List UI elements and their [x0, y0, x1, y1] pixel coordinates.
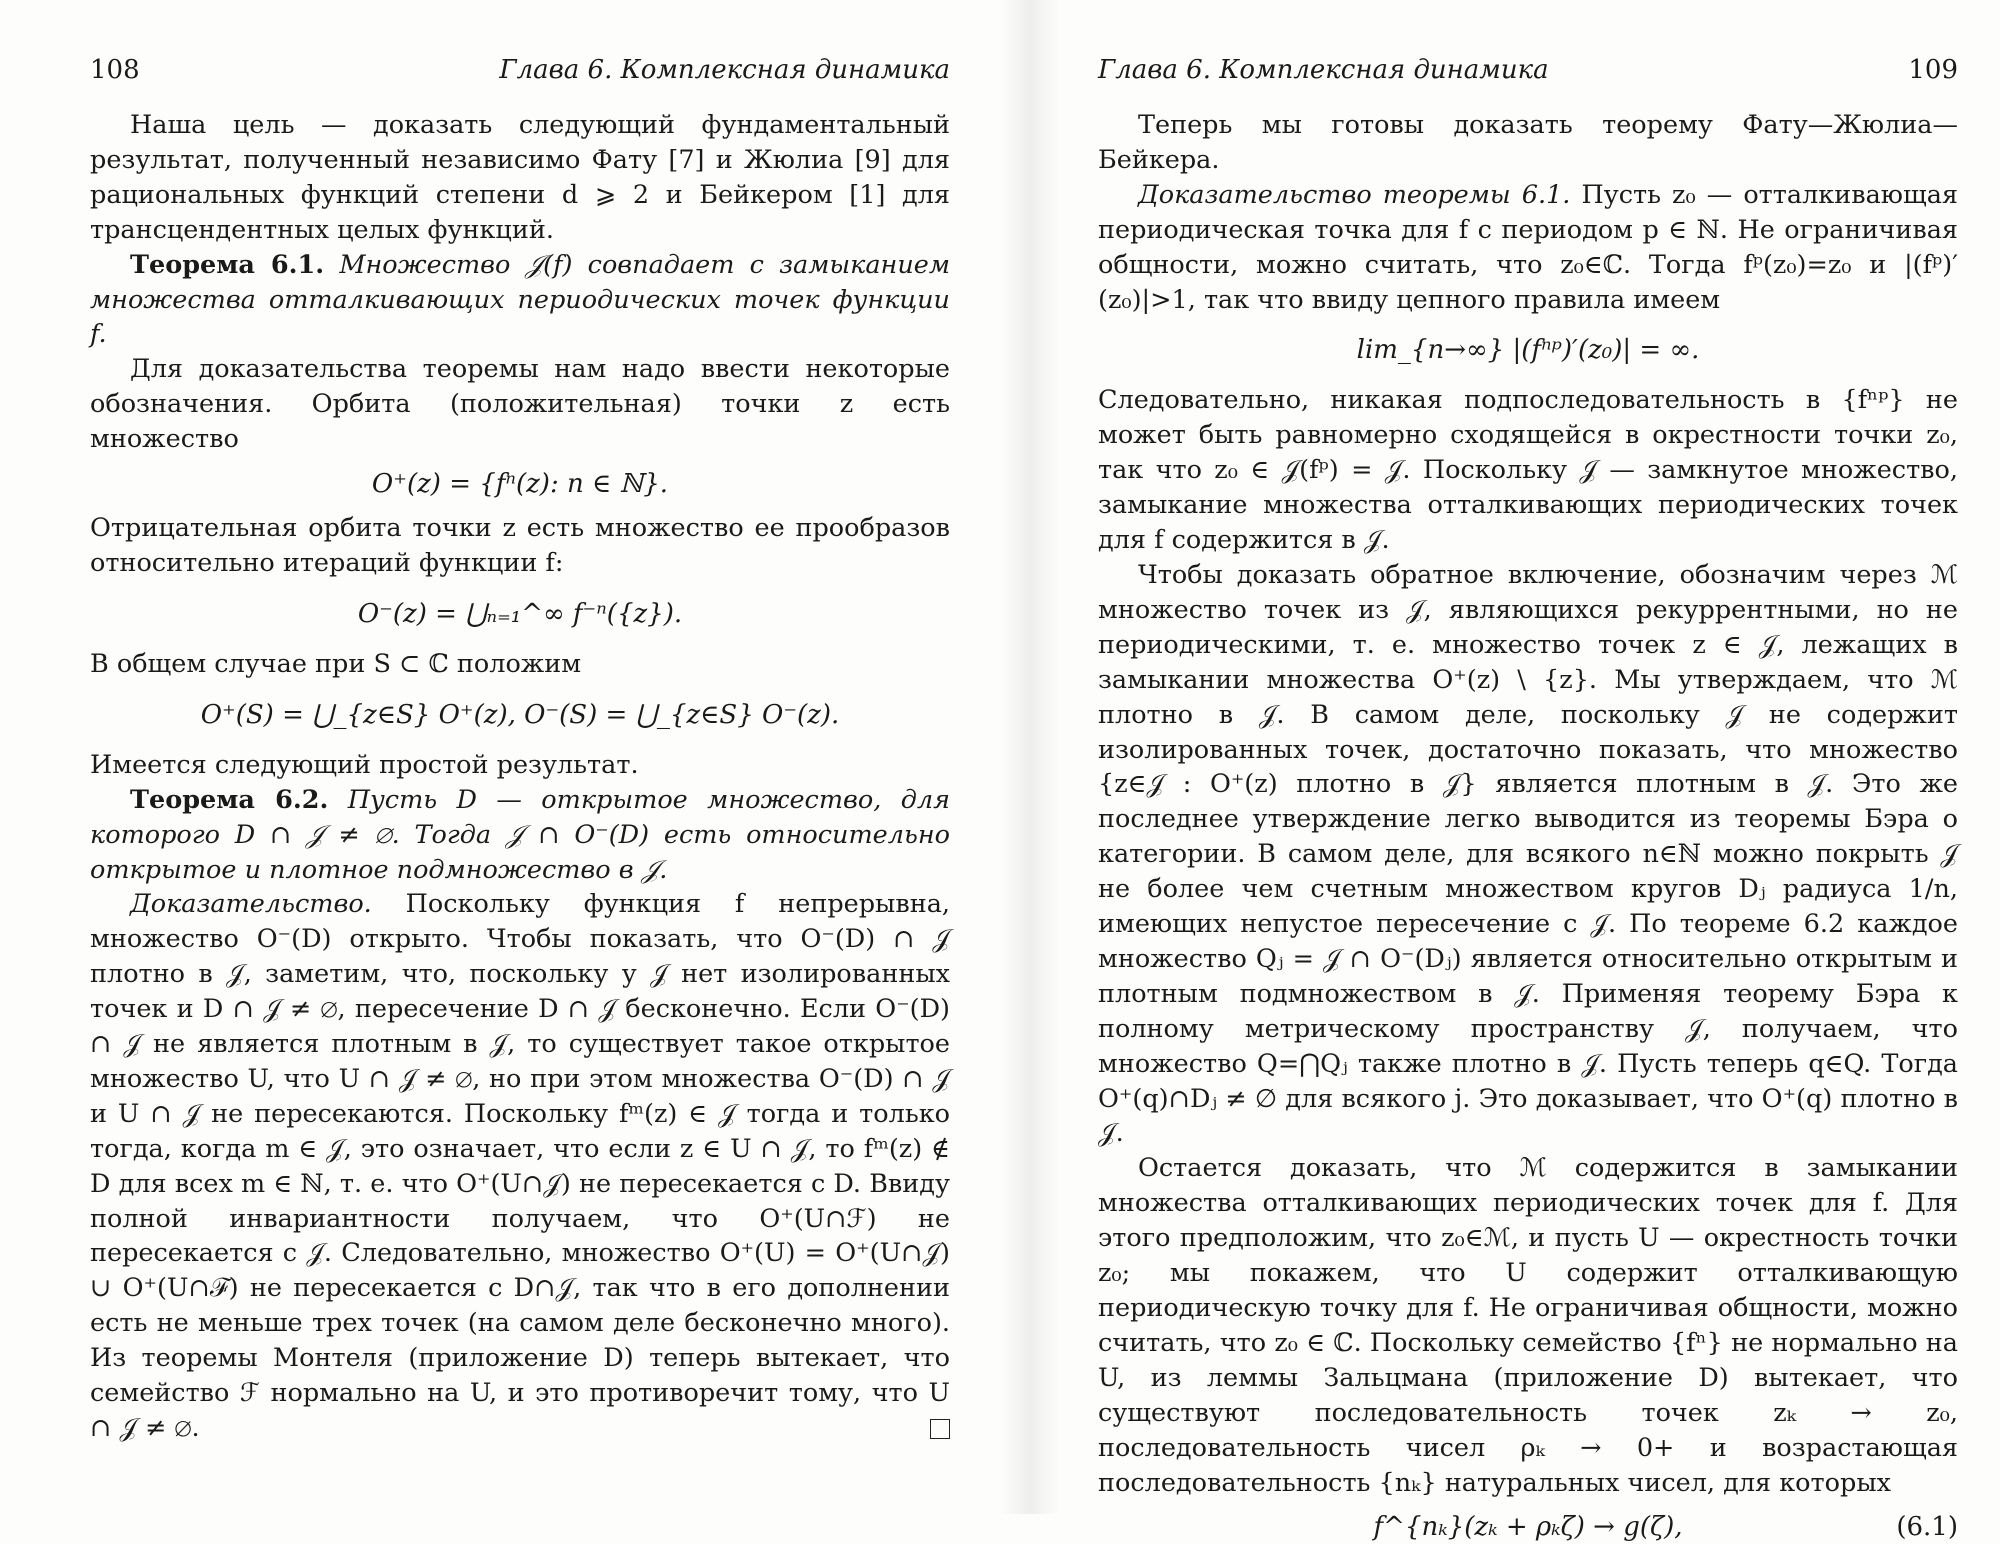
- paragraph: Чтобы доказать обратное включение, обозначим через ℳ множество точек из 𝒥, являющихся рекуррентными, но не периодическими, т. е. множество точек z ∈ 𝒥, лежащих в замыкании множества O⁺(z) \ {z}. Мы утверждаем, что ℳ плотно в 𝒥. В самом деле, поскольку 𝒥 не содержит изолированных точек, достаточно показать, что множество {z∈𝒥 : O⁺(z) плотно в 𝒥} является плотным в 𝒥. Это же последнее утверждение легко выводится из теоремы Бэра о категории. В самом деле, для всякого n∈ℕ можно покрыть 𝒥 не более чем счетным множеством кругов Dⱼ радиуса 1/n, имеющих непустое пересечение с 𝒥. По теореме 6.2 каждое множество Qⱼ = 𝒥 ∩ O⁻(Dⱼ) является относительно открытым и плотным подмножеством в 𝒥. Применяя теорему Бэра к полному метрическому пространству 𝒥, получаем, что множество Q=⋂Qⱼ также плотно в 𝒥. Пусть теперь q∈Q. Тогда O⁺(q)∩Dⱼ ≠ ∅ для всякого j. Это доказывает, что O⁺(q) плотно в 𝒥.: [1098, 559, 1958, 1149]
- theorem-label: Теорема 6.2.: [130, 784, 329, 815]
- theorem-6-2: [90, 783, 950, 888]
- theorem-label: Теорема 6.1.: [130, 249, 325, 280]
- proof-theorem-6-1: [1098, 178, 1958, 318]
- theorem-statement: Множество 𝒥(f) совпадает с замыканием множества отталкивающих периодических точек функции f.: [90, 249, 950, 350]
- formula-positive-orbit: O⁺(z) = {fⁿ(z): n ∈ ℕ}.: [371, 469, 669, 500]
- right-page: [1098, 0, 1958, 1543]
- running-title: Глава 6. Комплексная динамика: [1098, 55, 1549, 85]
- paragraph: Отрицательная орбита точки z есть множество ее прообразов относительно итераций функции f:: [90, 513, 950, 578]
- qed-square-icon: [930, 1419, 950, 1439]
- formula-6-1-body: [1098, 1510, 1958, 1544]
- paragraph: В общем случае при S ⊂ ℂ положим: [90, 648, 582, 679]
- right-page-header: [1098, 52, 1958, 102]
- proof: [90, 887, 950, 1446]
- paragraph: Имеется следующий простой результат.: [90, 749, 639, 780]
- left-page-body: [90, 108, 950, 1446]
- left-page: [90, 0, 950, 1514]
- equation-number: (6.1): [1896, 1512, 1958, 1543]
- proof-label: Доказательство.: [130, 889, 372, 920]
- proof-text: Поскольку функция f непрерывна, множество O⁻(D) открыто. Чтобы показать, что O⁻(D) ∩ 𝒥 плотно в 𝒥, заметим, что, поскольку у 𝒥 нет изолированных точек и D ∩ 𝒥 ≠ ∅, пересечение D ∩ 𝒥 бесконечно. Если O⁻(D) ∩ 𝒥 не является плотным в 𝒥, то существует такое открытое множество U, что U ∩ 𝒥 ≠ ∅, но при этом множества O⁻(D) ∩ 𝒥 и U ∩ 𝒥 не пересекаются. Поскольку fᵐ(z) ∈ 𝒥 тогда и только тогда, когда m ∈ 𝒥, это означает, что если z ∈ U ∩ 𝒥, то fᵐ(z) ∉ D для всех m ∈ ℕ, т. е. что O⁺(U∩𝒥) не пересекается с D. Ввиду полной инвариантности получаем, что O⁺(U∩ℱ) не пересекается с 𝒥. Следовательно, множество O⁺(U) = O⁺(U∩𝒥) ∪ O⁺(U∩ℱ) не пересекается с D∩𝒥, так что в его дополнении есть не меньше трех точек (на самом деле бесконечно много). Из теоремы Монтеля (приложение D) теперь вытекает, что семейство ℱ нормально на U, и это противоречит тому, что U ∩ 𝒥 ≠ ∅.: [90, 889, 951, 1443]
- theorem-6-1: [90, 248, 950, 353]
- formula-negative-orbit: O⁻(z) = ⋃ₙ₌₁^∞ f⁻ⁿ({z}).: [357, 598, 683, 629]
- proof-label: Доказательство теоремы 6.1.: [1138, 179, 1571, 210]
- page-number: 109: [1908, 55, 1958, 85]
- formula-6-1-expression: f^{nₖ}(zₖ + ρₖζ) → g(ζ),: [1373, 1512, 1683, 1543]
- formula-orbit-of-set: O⁺(S) = ⋃_{z∈S} O⁺(z), O⁻(S) = ⋃_{z∈S} O⁻(z).: [200, 699, 840, 730]
- running-title: Глава 6. Комплексная динамика: [499, 55, 950, 85]
- paragraph: Остается доказать, что ℳ содержится в замыкании множества отталкивающих периодических точек для f. Для этого предположим, что z₀∈ℳ, и пусть U — окрестность точки z₀; мы покажем, что U содержит отталкивающую периодическую точку для f. Не ограничивая общности, можно считать, что z₀ ∈ ℂ. Поскольку семейство {fⁿ} не нормально на U, из леммы Зальцмана (приложение D) вытекает, что существуют последовательность точек zₖ → z₀, последовательность чисел ρₖ → 0+ и возрастающая последовательность {nₖ} натуральных чисел, для которых: [1098, 1153, 1958, 1498]
- right-page-body: [1098, 108, 1958, 1544]
- left-page-header: [90, 52, 950, 102]
- page-gutter: [1000, 0, 1060, 1514]
- formula-6-1: [1098, 1510, 1958, 1544]
- paragraph: Наша цель — доказать следующий фундаментальный результат, полученный независимо Фату [7] и Жюлиа [9] для рациональных функций степени d ⩾ 2 и Бейкером [1] для трансцендентных целых функций.: [90, 110, 950, 245]
- paragraph: Для доказательства теоремы нам надо ввести некоторые обозначения. Орбита (положительная) точки z есть множество: [90, 354, 950, 455]
- paragraph: Следовательно, никакая подпоследовательность в {fⁿᵖ} не может быть равномерно сходящейся в окрестности точки z₀, так что z₀ ∈ 𝒥(fᵖ) = 𝒥. Поскольку 𝒥 — замкнутое множество, замыкание множества отталкивающих периодических точек для f содержится в 𝒥.: [1098, 385, 1958, 556]
- paragraph: Теперь мы готовы доказать теорему Фату—Жюлиа—Бейкера.: [1098, 110, 1958, 175]
- proof-text: Пусть z₀ — отталкивающая периодическая точка для f с периодом p ∈ ℕ. Не ограничивая общности, можно считать, что z₀∈ℂ. Тогда fᵖ(z₀)=z₀ и |(fᵖ)′(z₀)|>1, так что ввиду цепного правила имеем: [1098, 179, 1958, 315]
- page-number: 108: [90, 55, 140, 85]
- formula-limit: lim_{n→∞} |(fⁿᵖ)′(z₀)| = ∞.: [1356, 335, 1700, 366]
- theorem-statement: Пусть D — открытое множество, для которого D ∩ 𝒥 ≠ ∅. Тогда 𝒥 ∩ O⁻(D) есть относительно открытое и плотное подмножество в 𝒥.: [90, 784, 950, 885]
